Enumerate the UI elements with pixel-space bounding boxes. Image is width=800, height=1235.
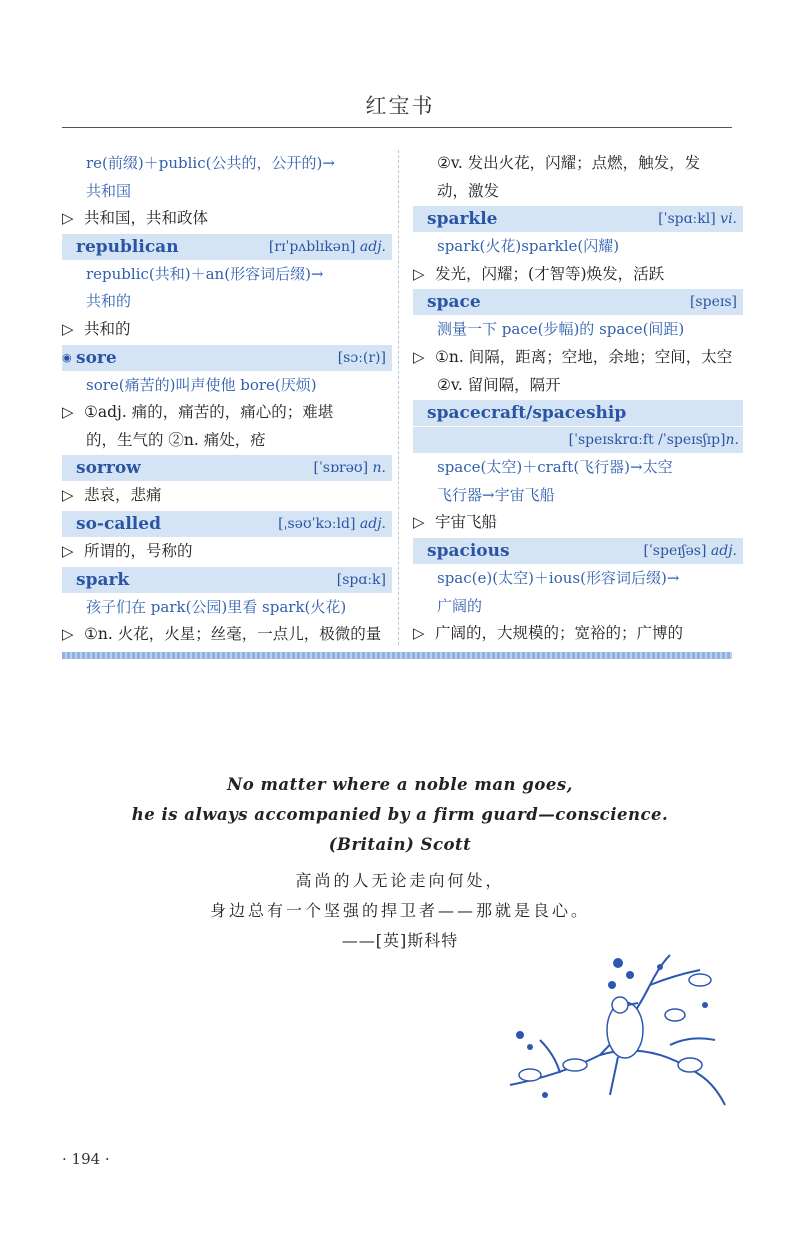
section-bottom-band	[62, 652, 732, 659]
quote-attribution-chinese: ——[英]斯科特	[341, 931, 459, 950]
definition-line: ▷ 共和的	[62, 316, 392, 344]
definition-line: ▷ ①adj. 痛的，痛苦的，痛心的；难堪	[62, 399, 392, 427]
quote-chinese-line: 身边总有一个坚强的捍卫者——那就是良心。	[209, 901, 590, 920]
headword: so-called	[76, 513, 161, 534]
headword: sore	[76, 347, 117, 368]
left-column	[62, 150, 392, 649]
etymology-line: spac(e)(太空)＋ious(形容词后缀)→	[437, 568, 680, 587]
headword: sorrow	[76, 458, 141, 479]
key-word-dot-icon: ◉	[62, 350, 72, 364]
etymology-line: 共和国	[86, 181, 132, 200]
triangle-bullet-icon: ▷	[62, 319, 74, 338]
entry-headword-so-called	[62, 511, 392, 537]
triangle-bullet-icon: ▷	[62, 403, 74, 422]
definition-line: ▷ 共和国，共和政体	[62, 205, 392, 233]
definition-line: ▷ 所谓的，号称的	[62, 538, 392, 566]
entry-headword-sore	[62, 345, 392, 371]
definition-line: ▷ ①n. 火花，火星；丝毫，一点儿，极微的量	[62, 621, 392, 649]
definition-line: 动，激发	[437, 181, 500, 200]
entry-headword-republican	[62, 234, 392, 260]
etymology-line: 广阔的	[437, 596, 483, 615]
etymology-line: space(太空)＋craft(飞行器)→太空	[437, 458, 673, 477]
triangle-bullet-icon: ▷	[413, 624, 425, 643]
quote-attribution-english: (Britain) Scott	[328, 835, 472, 854]
headword: sparkle	[427, 209, 498, 230]
etymology-line: 共和的	[86, 292, 132, 311]
phonetic: [sɔː(r)]	[337, 349, 386, 366]
headword: spacious	[427, 540, 510, 561]
definition-line: ②v. 发出火花，闪耀；点燃，触发，发	[437, 154, 701, 172]
running-header-title: 红宝书	[365, 94, 435, 118]
triangle-bullet-icon: ▷	[413, 513, 425, 532]
quote-english-line: No matter where a noble man goes,	[227, 775, 573, 794]
phonetic: [ˈsɒrəʊ] n.	[313, 460, 386, 477]
entry-headword-spark	[62, 567, 392, 593]
definition-line: ▷ 发光，闪耀；(才智等)焕发，活跃	[413, 261, 743, 289]
triangle-bullet-icon: ▷	[62, 541, 74, 560]
etymology-line: republic(共和)＋an(形容词后缀)→	[86, 264, 324, 283]
column-divider	[398, 150, 399, 645]
definition-line: ②v. 留间隔，隔开	[437, 375, 561, 394]
definition-line: ▷ 广阔的，大规模的；宽裕的；广博的	[413, 620, 743, 648]
phonetic: [ˈspeɪʃəs] adj.	[643, 542, 737, 559]
entry-headword-spacious	[413, 538, 743, 564]
definition-line: ▷ 宇宙飞船	[413, 509, 743, 537]
triangle-bullet-icon: ▷	[62, 486, 74, 505]
phonetic: [ˈspɑːkl] vi.	[658, 211, 737, 228]
page-number: · 194 ·	[62, 1150, 110, 1168]
triangle-bullet-icon: ▷	[413, 347, 425, 366]
definition-line: ▷ ①n. 间隔，距离；空地，余地；空间，太空	[413, 344, 743, 372]
etymology-line: 孩子们在 park(公园)里看 spark(火花)	[86, 597, 347, 616]
entry-headword-sparkle	[413, 206, 743, 232]
etymology-line: sore(痛苦的)叫声使他 bore(厌烦)	[86, 375, 317, 394]
etymology-line: spark(火花)sparkle(闪耀)	[437, 237, 620, 256]
header-rule	[62, 127, 732, 128]
headword: spacecraft/spaceship	[427, 403, 627, 424]
bird-branch-illustration	[500, 945, 740, 1115]
phonetic: [rɪˈpʌblɪkən] adj.	[268, 238, 386, 255]
quote-english-line: he is always accompanied by a firm guard—conscience.	[131, 805, 669, 824]
phonetic: [ˌsəʊˈkɔːld] adj.	[278, 515, 386, 532]
headword: republican	[76, 236, 179, 257]
headword: space	[427, 292, 481, 313]
entry-headword-spacecraft	[413, 400, 743, 426]
triangle-bullet-icon: ▷	[62, 209, 74, 228]
etymology-line: re(前缀)＋public(公共的，公开的)→	[86, 154, 335, 172]
definition-line: ▷ 悲哀，悲痛	[62, 482, 392, 510]
right-column	[413, 150, 743, 648]
triangle-bullet-icon: ▷	[62, 625, 74, 644]
phonetic: [ˈspeɪskrɑːft /ˈspeɪsʃɪp]n.	[413, 427, 743, 453]
etymology-line: 飞行器→宇宙飞船	[437, 485, 555, 504]
entry-headword-space	[413, 289, 743, 315]
entry-headword-sorrow	[62, 455, 392, 481]
etymology-line: 测量一下 pace(步幅)的 space(间距)	[437, 320, 685, 339]
quote-chinese-line: 高尚的人无论走向何处，	[295, 871, 505, 890]
definition-line: 的，生气的 ②n. 痛处，疮	[86, 430, 266, 449]
phonetic: [speɪs]	[689, 294, 737, 311]
phonetic: [spɑːk]	[336, 571, 386, 588]
triangle-bullet-icon: ▷	[413, 264, 425, 283]
headword: spark	[76, 569, 130, 590]
